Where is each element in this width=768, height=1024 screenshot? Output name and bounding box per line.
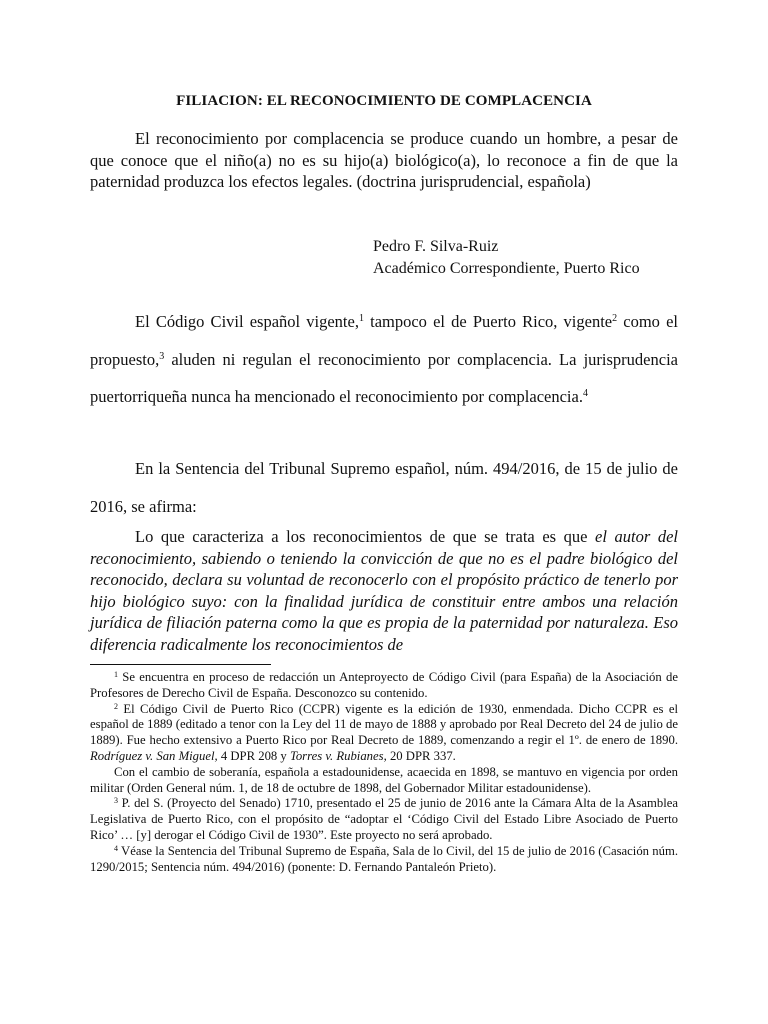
body-text: tampoco el de Puerto Rico, vigente <box>363 312 613 331</box>
footnote-4 <box>90 844 678 876</box>
body-text: En la Sentencia del Tribunal Supremo español, núm. 494/2016, de 15 de julio de 2016, se afirma: <box>90 459 678 516</box>
author-block <box>373 236 640 279</box>
footnote-1 <box>90 670 678 702</box>
footnote-text: Véase la Sentencia del Tribunal Supremo de España, Sala de lo Civil, del 15 de julio de 2016 (Casación núm. 1290/2015; Sentencia núm. 494/2016) (ponente: D. Fernando Pantaleón Prieto). <box>90 843 678 874</box>
footnote-2 <box>90 702 678 765</box>
author-name: Pedro F. Silva-Ruiz <box>373 238 499 255</box>
footnote-mark: 1 <box>114 670 118 679</box>
body-paragraph-1 <box>90 303 678 416</box>
footnote-text: Se encuentra en proceso de redacción un Anteproyecto de Código Civil (para España) de la Asociación de Profesores de Derecho Civil de España. Desconozco su contenido. <box>90 670 678 700</box>
abstract-paragraph <box>90 128 678 193</box>
footnote-ref[interactable]: 4 <box>582 388 588 399</box>
quote-italic-text: el autor del reconocimiento, sabiendo o teniendo la convicción de que no es el padre biológico del reconocido, declara su voluntad de reconocerlo con el propósito práctico de tenerlo por hijo biológico suyo: con la finalidad jurídica de constituir entre ambos una relación jurídica de filiación paterna como la que es propia de la paternidad por naturaleza. Eso diferencia radicalmente los reconocimientos de <box>90 527 678 654</box>
block-quote <box>90 526 678 655</box>
body-text: como el propuesto, <box>90 312 678 369</box>
case-citation: Rodríguez v. San Miguel, <box>90 748 218 763</box>
body-text: El Código Civil español vigente, <box>135 312 359 331</box>
author-affiliation: Académico Correspondiente, Puerto Rico <box>373 259 640 277</box>
footnote-2-continued: Con el cambio de soberanía, española a estadounidense, acaecida en 1898, se mantuvo en vigencia por orden militar (Orden General núm. 1, de 18 de octubre de 1898, del Gobernador Militar estadounidense). <box>90 764 678 795</box>
footnotes <box>90 670 678 875</box>
footnote-ref[interactable]: 2 <box>612 313 618 324</box>
footnote-ref[interactable]: 3 <box>159 350 165 362</box>
case-citation: Torres v. Rubianes, <box>289 748 387 763</box>
document-title: FILIACION: EL RECONOCIMIENTO DE COMPLACENCIA <box>176 93 592 109</box>
footnote-mark: 3 <box>114 796 118 806</box>
footnote-3 <box>90 796 678 843</box>
footnote-mark: 2 <box>114 701 118 711</box>
body-text: aluden ni regulan el reconocimiento por complacencia. La jurisprudencia puertorriqueña nunca ha mencionado el reconocimiento por complacencia. <box>90 349 678 406</box>
quote-text: Lo que caracteriza a los reconocimientos de que se trata es que <box>135 527 596 546</box>
abstract-text: El reconocimiento por complacencia se produce cuando un hombre, a pesar de que conoce que el niño(a) no es su hijo(a) biológico(a), lo reconoce a fin de que la paternidad produzca los efectos legales. (doctrina jurisprudencial, española) <box>90 129 678 191</box>
footnote-mark: 4 <box>114 843 118 853</box>
footnote-text: 20 DPR 337. <box>386 748 456 763</box>
footnote-separator <box>90 664 271 665</box>
footnote-text: 4 DPR 208 y <box>217 748 290 763</box>
footnote-ref[interactable]: 1 <box>358 313 364 324</box>
footnote-text: P. del S. (Proyecto del Senado) 1710, presentado el 25 de junio de 2016 ante la Cámara Alta de la Asamblea Legislativa de Puerto Rico, con el propósito de “adoptar el ‘Código Civil del Estado Libre Asociado de Puerto Rico’ … [y] derogar el Código Civil de 1930”. Este proyecto no será aprobado. <box>90 796 678 842</box>
body-paragraph-2 <box>90 450 678 525</box>
footnote-text: El Código Civil de Puerto Rico (CCPR) vigente es la edición de 1930, enmendada. Dicho CCPR es el español de 1889 (editado a tenor con la Ley del 11 de mayo de 1888 y aprobado por Real Decreto del 24 de julio de 1889). Fue hecho extensivo a Puerto Rico por Real Decreto de 1889, comenzando a regir el 1º. de enero de 1890. <box>90 701 678 748</box>
